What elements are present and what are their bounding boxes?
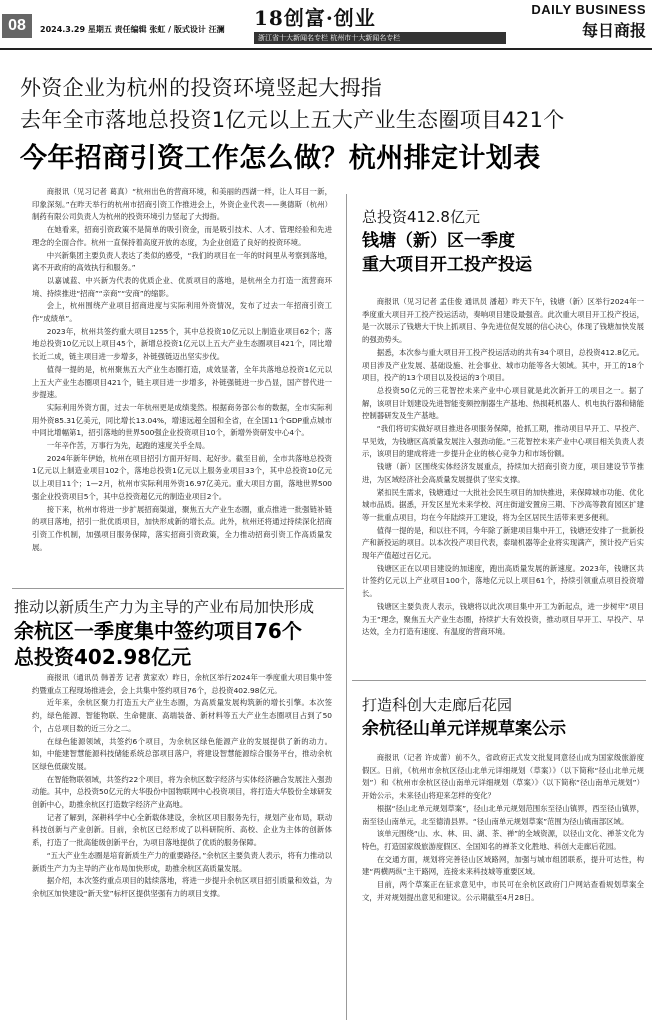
section-bar: 浙江省十大新闻名专栏 杭州市十大新闻名专栏 (254, 32, 506, 44)
article-paragraph: 紧扣民生需求，钱塘通过一大批社会民生项目的加快推进，来保障城市功能、优化城市品质。据悉，开发区星光未来学校、河庄街道安置房三期、下沙高等教育园区扩建等一批重点项目，均在今年陆续开工建设，将为全区居民生活带来更多便利。 (362, 487, 644, 522)
article-paragraph: 2023年，杭州共签约重大项目1255个，其中总投资10亿元以上制造业项目62个；落地总投资10亿元以上项目45个，新增总投资1亿元以上五大产业生态圈项目421个，同比增长近二成，链主项目进一步增多，补链强链迈出坚实步伐。 (32, 326, 332, 362)
article-paragraph: 钱塘（新）区围绕实体经济发展重点，持续加大招商引资力度，项目建设节节推进，为区域经济社会高质量发展提供了坚实支撑。 (362, 462, 644, 484)
article-paragraph: 值得一提的是，和以往不同，今年除了新建项目集中开工，钱塘还安排了一批新投产和新投运的项目。以本次投产项目代表，泰瑞机器等企业将实现满产，预计投产后实现年产值超过百亿元。 (362, 525, 644, 561)
article-paragraph: 总投资50亿元的三花智控未来产业中心项目就是此次新开工的项目之一。据了解，该项目计划建设先进智能变频控制器生产基地、热损耗机器人、机电执行器和储能控制器研发及生产基地。 (362, 385, 644, 421)
article-paragraph: 实际利用外资方面，过去一年杭州更是成绩斐然。根据商务部公布的数据，全市实际利用外资85.31亿美元，同比增长13.04%，增速远超全国和全省，在全国11个GDP重点城市中同比增幅第1，招引落地的世界500强企业投资项目10个，新增外资研发中心4个。 (32, 402, 332, 438)
article-paragraph: 目前，两个草案正在征求意见中，市民可在余杭区政府门户网站查看规划草案全文，并对规划提出意见和建议。公示期截至4月28日。 (362, 880, 644, 902)
section-title: 18创富·创业 (254, 6, 376, 30)
article-paragraph: “五大产业生态圈是培育新质生产力的重要路径。”余杭区主要负责人表示，将有力推动以新质生产力为主导的产业布局加快形成，助推余杭区高质量发展。 (32, 850, 332, 873)
article-paragraph: 记者了解到，深耕科学中心全新载体建设，余杭区项目服务先行，规划产业布局，联动科技创新与产业创新。目前，余杭区已经形成了以科研院所、高校、企业为主体的创新体系，打造了一批高能级创新平台，为项目落地提供了优质的服务保障。 (32, 812, 332, 848)
masthead (0, 0, 652, 68)
yuhang-kicker: 推动以新质生产力为主导的产业布局加快形成 (14, 598, 315, 616)
qiantang-article-body (362, 296, 644, 662)
article-paragraph: 2024年新年伊始，杭州在项目招引方面开好局、起好步。截至目前，全市共落地总投资1亿元以上制造业项目102个，落地总投资1亿元以上服务业项目33个，其中总投资10亿元以上项目11个；1—2月，杭州市实际利用外资16.97亿美元。重大项目方面，落地世界500强企业投资项目5个，其中总投资超亿元的制造业项目2个。 (32, 453, 332, 501)
section-divider (12, 588, 344, 589)
article-paragraph: 在她看来，招商引资政策不是简单的吸引资金，而是吸引技术、人才、管理经验和先进理念的全面合作。杭州一直保持着高度开放的态度，为企业创造了良好的投资环境。 (32, 225, 332, 247)
article-paragraph: 钱塘区正在以项目建设的加速度，跑出高质量发展的新速度。2023年，钱塘区共计签约亿元以上产业项目100个，落地亿元以上项目61个，持续引领重点项目投资增长。 (362, 563, 644, 599)
lead-kicker-1: 外资企业为杭州的投资环境竖起大拇指 (20, 76, 383, 100)
article-paragraph: “我们将切实做好项目推进各项服务保障，抢抓工期，推动项目早开工、早投产、早见效，为钱塘区高质量发展注入强劲动能。”三花智控未来产业中心项目相关负责人表示，该项目的建成将进一步提升企业的核心竞争力和市场份额。 (362, 424, 644, 459)
article-paragraph: 在交通方面，规划将完善径山区域路网，加强与城市组团联系，提升可达性，构建“两横两纵”主干路网，连接未来科技城等重要区域。 (362, 854, 644, 877)
article-paragraph: 商报讯（见习记者 葛真）“杭州出色的营商环境，和美丽的西湖一样，让人耳目一新，印象深刻。”在昨天举行的杭州市招商引资工作推进会上，外资企业代表——奥德斯（杭州）制药有限公司负责人为杭州的投资环境引力竖起了大拇指。 (32, 187, 332, 222)
jingshan-headline: 余杭径山单元详规草案公示 (362, 719, 566, 739)
brand-logo: 每日商报 (581, 21, 646, 40)
section-divider (352, 680, 646, 681)
article-paragraph: 在智能物联领域，共签约22个项目，将为余杭区数字经济与实体经济融合发展注入强劲动能。其中，总投资50亿元的大华股份中国物联网中心投资项目，将打造大华股份全球研发创新中心，助推余杭区打造数字经济产业高地。 (32, 774, 332, 810)
qiantang-headline-1: 钱塘（新）区一季度 (362, 231, 515, 251)
top-divider (0, 48, 652, 50)
article-paragraph: 据介绍，本次签约重点项目的陆续落地，将进一步提升余杭区项目招引质量和效益，为余杭区加快建设“新天堂”标杆区提供坚强有力的项目支撑。 (32, 876, 332, 898)
article-paragraph: 商报讯（见习记者 孟佳俊 通讯员 潘超）昨天下午，钱塘（新）区举行2024年一季度重大项目开工投产投运活动，奏响项目建设最强音。此次重大项目开工投产投运，是一次展示了钱塘大干快上抓项目、争先进位促发展的信心决心，体现了钱塘加快发展的强劲势头。 (362, 297, 644, 345)
article-paragraph: 据悉，本次参与重大项目开工投产投运活动的共有34个项目，总投资412.8亿元。项目涉及产业发展、基础设施、社会事业、城市功能等各大领域。其中，开工的18个项目，投产的13个项目以及投运的3个项目。 (362, 347, 644, 383)
article-paragraph: 接下来，杭州市将进一步扩展招商渠道，聚焦五大产业生态圈，重点推进一批强链补链的项目落地，招引一批优质项目，加快形成新的增长点。此外，杭州还将通过持续深化招商引资工作机制，加强项目服务保障，落实招商引资政策，全力推动招商引资工作高质量发展。 (32, 504, 332, 552)
article-paragraph: 钱塘区主要负责人表示，钱塘将以此次项目集中开工为新起点，进一步树牢“项目为王”理念，聚焦五大产业生态圈，持续扩大有效投资，推动项目早开工、早投产、早达效，全力打造有速度、有温度的营商环境。 (362, 601, 644, 637)
lead-headline: 今年招商引资工作怎么做？杭州排定计划表 (20, 143, 541, 174)
lead-kicker-2: 去年全市落地总投资1亿元以上五大产业生态圈项目421个 (20, 108, 565, 132)
article-paragraph: 该单元围绕“山、水、林、田、湖、茶、禅”的全域资源，以径山文化、禅茶文化为特色，打造国家级旅游度假区、全国知名的禅茶文化胜地、科创大走廊后花园。 (362, 829, 644, 851)
brand-english: DAILY BUSINESS (531, 2, 646, 17)
yuhang-article-body (32, 672, 332, 1017)
article-paragraph: 根据“径山北单元规划草案”，径山北单元规划范围东至径山镇界，西至径山镇界，南至径山南单元，北至德清县界。“径山南单元规划草案”范围为径山镇南部区域。 (362, 803, 644, 826)
qiantang-kicker: 总投资412.8亿元 (362, 208, 480, 226)
jingshan-article-body (362, 752, 644, 1022)
yuhang-headline-1: 余杭区一季度集中签约项目76个 (14, 619, 302, 643)
qiantang-headline-2: 重大项目开工投产投运 (362, 255, 532, 275)
yuhang-headline-2: 总投资402.98亿元 (14, 645, 192, 669)
article-paragraph: 一年辛作苦，万事行为先，起跑的速度关乎全局。 (46, 441, 210, 451)
article-paragraph: 以嘉诚蓝、中兴新为代表的优质企业、优质项目的落地，是杭州全力打造一流营商环境、持续推进“招商”“亲商”“安商”的缩影。 (32, 275, 332, 298)
article-paragraph: 在绿色能源领域，共签约6个项目，为余杭区绿色能源产业的发展提供了新的动力。如，中能建智慧能源科技储能系统总部项目落户，将建设智慧能源综合服务平台，推动余杭区绿色低碳发展。 (32, 736, 332, 771)
article-paragraph: 商报讯（通讯员 韩普芳 记者 黄家欢）昨日，余杭区举行2024年一季度重大项目集中签约暨重点工程现场推进会，会上共集中签约项目76个，总投资402.98亿元。 (32, 673, 332, 695)
article-paragraph: 值得一提的是，杭州聚焦五大产业生态圈打造，成效显著，全年共落地总投资1亿元以上五大产业生态圈项目421个，链主项目进一步增多，补链强链进一步凸显，国产替代进一步提速。 (32, 364, 332, 400)
page-number: 08 (2, 14, 32, 38)
article-paragraph: 近年来，余杭区聚力打造五大产业生态圈，为高质量发展构筑新的增长引擎。本次签约，绿色能源、智能物联、生命健康、高端装备、新材料等五大产业生态圈项目占到了50个，占总项目数的近三分之二。 (32, 698, 332, 733)
article-paragraph: 中兴新集团主要负责人表达了类似的感受，“我们的项目在一年的时间里从考察到落地，离不开政府的高效执行和服务。” (32, 250, 332, 273)
article-paragraph: 商报讯（记者 许成蕾）前不久，省政府正式发文批复同意径山成为国家级旅游度假区。日前，《杭州市余杭区径山北单元详细规划（草案）》（以下简称“径山北单元规划”）和《杭州市余杭区径山南单元详细规划（草案）》（以下简称“径山南单元规划”）开始公示，未来径山将迎来怎样的变化？ (362, 753, 644, 801)
article-paragraph: 会上，杭州围绕产业项目招商进度与实际利用外资情况，发布了过去一年招商引资工作“成绩单”。 (32, 301, 332, 324)
jingshan-kicker: 打造科创大走廊后花园 (362, 696, 513, 714)
lead-article-body (32, 186, 332, 574)
date-line: 2024.3.29 星期五 责任编辑 张虹 / 版式设计 汪澜 (40, 25, 225, 34)
column-divider (346, 194, 347, 1020)
